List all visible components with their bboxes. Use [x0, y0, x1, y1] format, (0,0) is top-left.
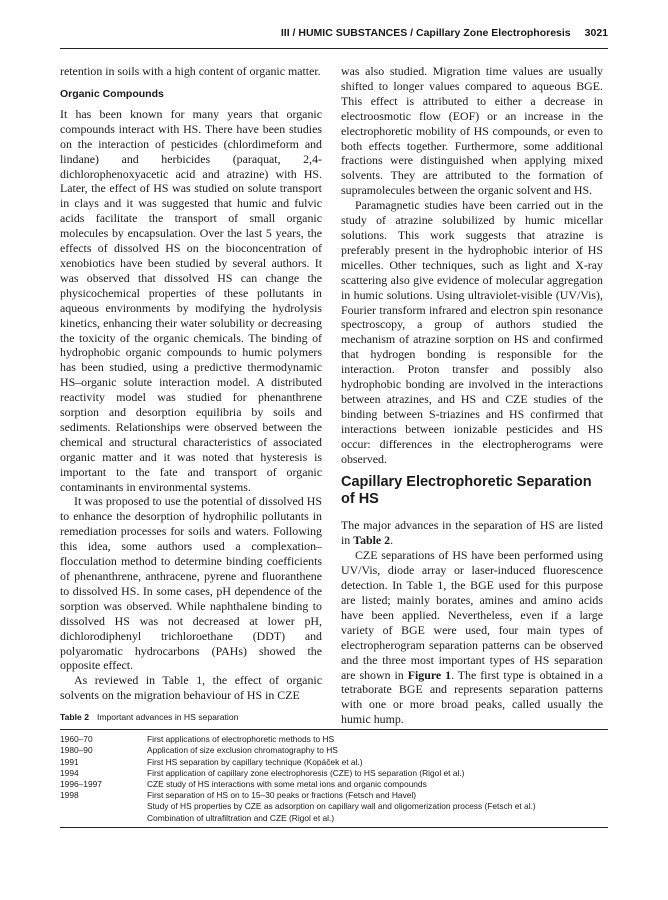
table-caption-text: Important advances in HS separation [96, 712, 239, 722]
table-row [60, 768, 608, 779]
subheading-organic-compounds: Organic Compounds [60, 87, 164, 100]
paragraph: was also studied. Migration time values are usually shifted to longer values compared to aqueous BGE. This effect is attributed to either a decrease in electroosmotic flow (EOF) or an increase in the electrophoretic mobility of HS compounds, or even to both effects together. Furthermore, some additional fractions were distinguished when applying mixed solvents. They are attributed to the formation of supramolecules between the organic solvent and HS. [341, 64, 603, 198]
table-label: Table 2 [60, 712, 89, 722]
table-description: Application of size exclusion chromatography to HS [147, 745, 338, 756]
paragraph-text: The major advances in the separation of HS are listed in [341, 518, 603, 548]
paragraph [341, 518, 603, 548]
table-row [60, 790, 608, 801]
table-caption [60, 712, 608, 723]
right-column [341, 64, 603, 727]
table-description: First applications of electrophoretic methods to HS [147, 734, 335, 745]
table-description: First separation of HS on to 15–30 peaks or fractions (Fetsch and Havel) [147, 790, 417, 801]
paragraph: retention in soils with a high content of organic matter. [60, 64, 321, 78]
table-reference-link[interactable]: Table 2 [353, 533, 391, 548]
header-title: III / HUMIC SUBSTANCES / Capillary Zone Electrophoresis [280, 27, 571, 39]
table-year: 1998 [60, 790, 79, 801]
table-description: First application of capillary zone electrophoresis (CZE) to HS separation (Rigol et al.) [147, 767, 465, 778]
table-description: CZE study of HS interactions with some metal ions and organic compounds [147, 779, 427, 790]
table-year: 1980–90 [60, 745, 93, 756]
paragraph: As reviewed in Table 1, the effect of organic solvents on the migration behaviour of HS in CZE [60, 673, 322, 703]
left-column [60, 64, 322, 703]
table-row [60, 801, 608, 812]
table-year: 1960–70 [60, 734, 93, 745]
table-body [60, 730, 608, 827]
paragraph-text: . [390, 533, 394, 548]
table-year: 1996–1997 [60, 779, 102, 790]
figure-reference-link[interactable]: Figure 1 [407, 667, 452, 682]
table-description: First HS separation by capillary technique (Kopáček et al.) [147, 756, 363, 767]
page-number: 3021 [584, 27, 608, 39]
paragraph: Paramagnetic studies have been carried out in the study of atrazine solubilized by humic micellar solutions. This work suggests that atrazine is preferably present in the hydrophobic interior of HS micelles. Other techniques, such as light and X-ray scattering also give evidence of molecular aggregation in humic solutions. Using ultraviolet-visible (UV/Vis), Fourier transform infrared and electron spin resonance spectroscopy, a group of authors studied the mechanism of atrazine sorption on HS and confirmed that hydrogen bonding is responsible for the interaction. Proton transfer and possibly also hydrophobic bonding are involved in the interactions between atrazines, and HS and CZE studies of the binding between S-triazines and HS confirmed that interactions between ionizable pesticides and HS occur: differences in the electropherograms were observed. [341, 198, 603, 466]
table-bottom-rule [60, 827, 608, 828]
table-description: Study of HS properties by CZE as adsorption on capillary wall and oligomerization process (Fetsch et al.) [147, 801, 536, 812]
table-row [60, 779, 608, 790]
table-row [60, 757, 608, 768]
running-header [60, 26, 608, 49]
paragraph: It has been known for many years that organic compounds interact with HS. There have been studies on the interaction of pesticides (chlordimeform and lindane) and herbicides (paraquat, 2,4-dichlorophenoxyacetic acid and atrazine) with HS. Later, the effect of HS was studied on solute transport in clays and it was suggested that humic and fulvic acids facilitate the transport of small organic molecules by encapsulation. Over the last 5 years, the effects of dissolved HS on the bioconcentration of xenobiotics have been studied by several authors. It was observed that dissolved HS can change the physicochemical properties of these pollutants in aqueous environments by modifying the hydrolysis kinetics, enhancing their water solubility or decreasing the toxicity of the organic chemicals. The binding of hydrophobic organic compounds to humic polymers has been studied, using a predictive thermodynamic HS–organic solute interaction model. A distributed reactivity model was studied for phenanthrene sorption and desorption equilibria by soils and sediments. Relationships were observed between the chemical and structural characteristics of associated organic matter and it was noted that hysteresis is important to the fate and transport of organic contaminants in environmental systems. [60, 106, 322, 494]
paragraph [341, 548, 603, 727]
table-description: Combination of ultrafiltration and CZE (Rigol et al.) [147, 812, 335, 823]
table-year [60, 801, 147, 812]
section-heading: Capillary Electrophoretic Separation of HS [341, 474, 592, 508]
table-year: 1991 [60, 756, 79, 767]
paragraph-text: . The first type is obtained in a tetraborate BGE and represents separation patterns with one or more broad peaks, called usually the humic hump. [341, 667, 604, 727]
table-row [60, 745, 608, 756]
paragraph-text: CZE separations of HS have been performed using UV/Vis, diode array or laser-induced fluorescence detection. In Table 1, the BGE used for this purpose are listed; mainly borates, amines and amino acids have been applied. Nevertheless, even if a large variety of BGE were used, four main types of electropherogram separation patterns can be observed and the three most important types of HS separation are shown in [341, 548, 603, 682]
table-year [60, 813, 147, 824]
table-year: 1994 [60, 767, 79, 778]
table-row [60, 734, 608, 745]
table-2 [60, 712, 608, 828]
table-row [60, 813, 608, 824]
paragraph: It was proposed to use the potential of dissolved HS to enhance the desorption of hydrophilic pollutants in remediation processes for soils and waters. Following this idea, some authors used a complexation–flocculation method to determine binding coefficients of phenanthrene, anthracene, pyrene and fluoranthene to dissolved HS. In some cases, pH dependence of the sorption was observed. While naphthalene binding to dissolved HS was not decreased at lower pH, dichlorodiphenyl trichloroethane (DDT) and polyaromatic hydrocarbons (PAHs) showed the opposite effect. [60, 494, 322, 673]
